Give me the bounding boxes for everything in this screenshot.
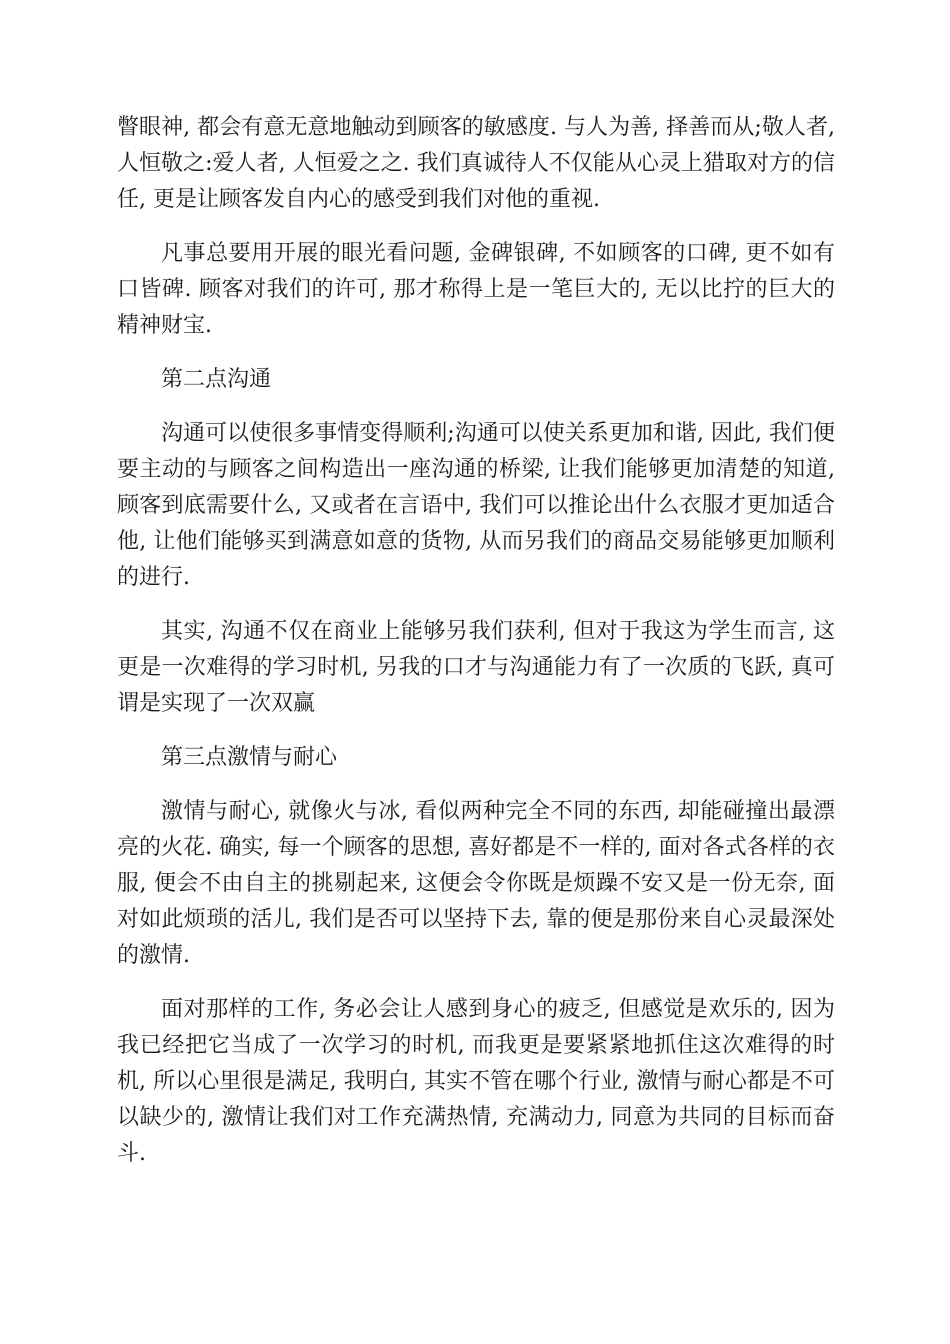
paragraph-6: 面对那样的工作, 务必会让人感到身心的疲乏, 但感觉是欢乐的, 因为我已经把它当成了一次学习的时机, 而我更是要紧紧地抓住这次难得的时机, 所以心里很是满足, 我明白, 其实不管在哪个行业, 激情与耐心都是不可以缺少的, 激情让我们对工作充满热情, 充满动力, 同意为共同的目标而奋斗.: [117, 997, 835, 1166]
paragraph-5: 激情与耐心, 就像火与冰, 看似两种完全不同的东西, 却能碰撞出最漂亮的火花. 确实, 每一个顾客的思想, 喜好都是不一样的, 面对各式各样的衣服, 便会不由自主的挑剔起来, 这便会令你既是烦躁不安又是一份无奈, 面对如此烦琐的活儿, 我们是否可以坚持下去, 靠的便是那份来自心灵最深处的激情.: [117, 799, 835, 968]
paragraph-3: 沟通可以使很多事情变得顺利;沟通可以使关系更加和谐, 因此, 我们便要主动的与顾客之间构造出一座沟通的桥梁, 让我们能够更加清楚的知道, 顾客到底需要什么, 又或者在言语中, 我们可以推论出什么衣服才更加适合他, 让他们能够买到满意如意的货物, 从而另我们的商品交易能够更加顺利的进行.: [117, 421, 835, 590]
paragraph-2: 凡事总要用开展的眼光看问题, 金碑银碑, 不如顾客的口碑, 更不如有口皆碑. 顾客对我们的许可, 那才称得上是一笔巨大的, 无以比拧的巨大的精神财宝.: [117, 241, 835, 338]
paragraph-4: 其实, 沟通不仅在商业上能够另我们获利, 但对于我这为学生而言, 这更是一次难得的学习时机, 另我的口才与沟通能力有了一次质的飞跃, 真可谓是实现了一次双赢: [117, 619, 835, 716]
section-heading-communication: 第二点沟通: [161, 367, 272, 392]
document-page: [117, 110, 835, 1190]
paragraph-1: 瞥眼神, 都会有意无意地触动到顾客的敏感度. 与人为善, 择善而从;敬人者, 人恒敬之:爱人者, 人恒爱之之. 我们真诚待人不仅能从心灵上猎取对方的信任, 更是让顾客发自内心的感受到我们对他的重视.: [117, 115, 835, 212]
section-heading-passion-patience: 第三点激情与耐心: [161, 745, 338, 770]
